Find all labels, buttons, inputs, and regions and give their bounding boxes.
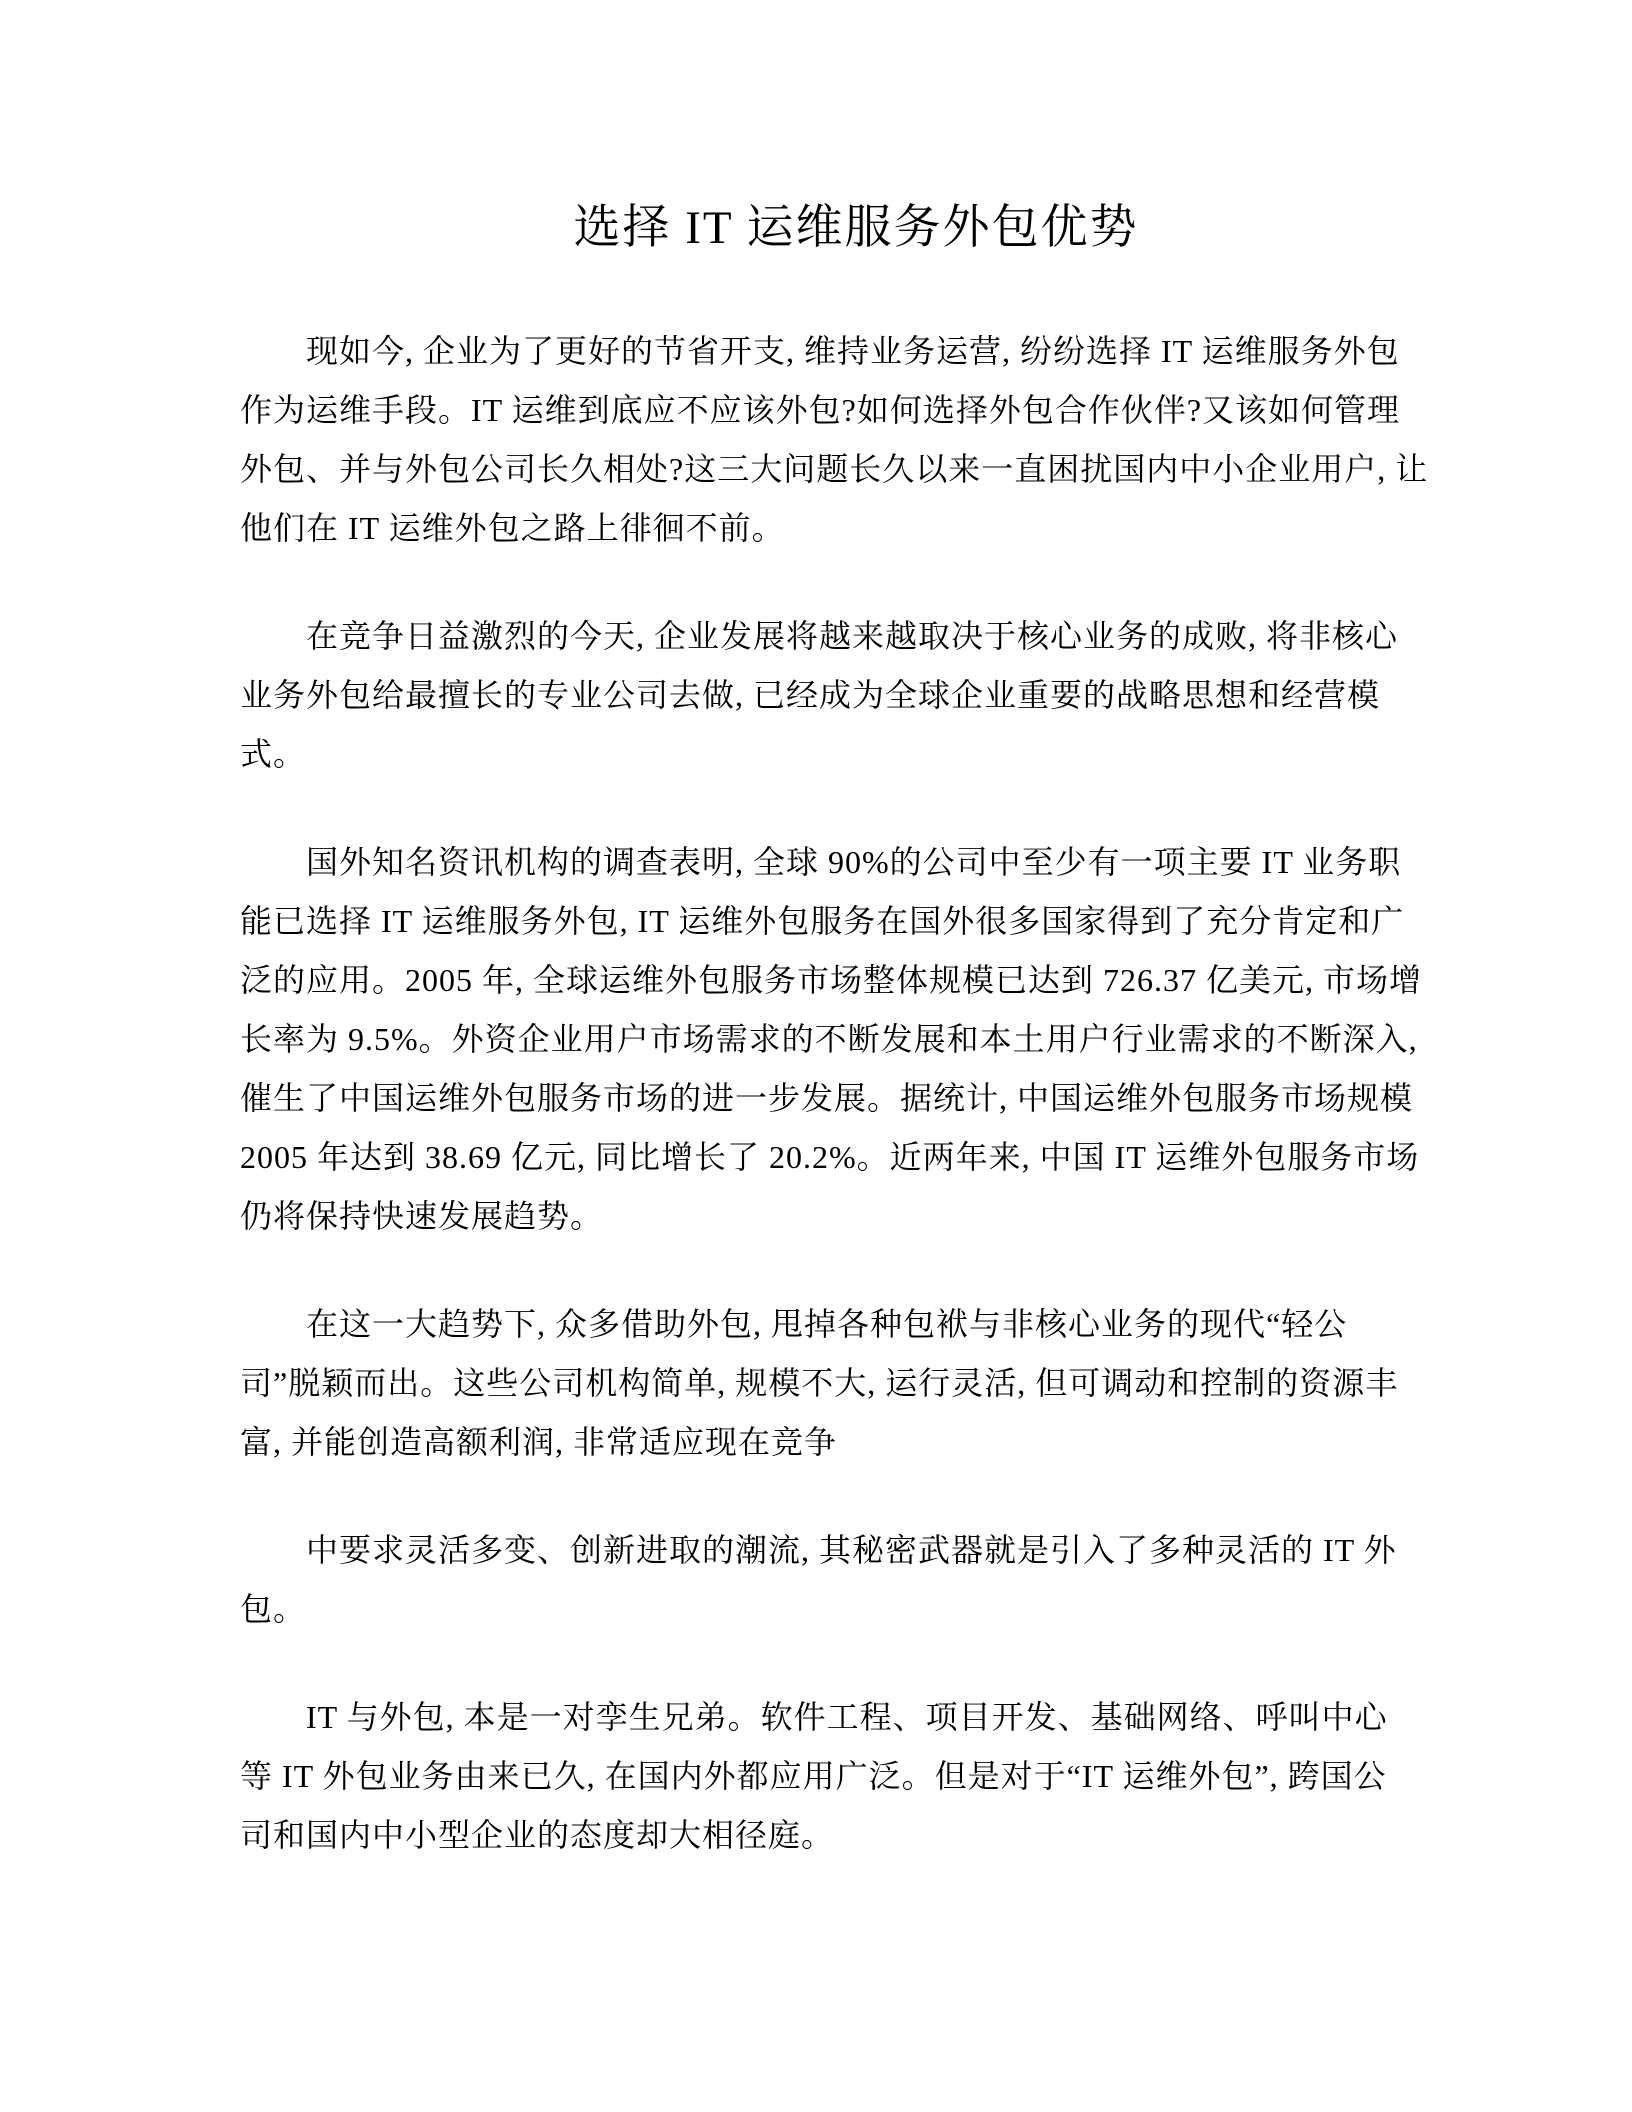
text-line: 催生了中国运维外包服务市场的进一步发展。据统计, 中国运维外包服务市场规模 [240,1080,1414,1116]
text-line: IT 与外包, 本是一对孪生兄弟。软件工程、项目开发、基础网络、呼叫中心 [306,1699,1388,1735]
text-line: 2005 年达到 38.69 亿元, 同比增长了 20.2%。近两年来, 中国 IT 运维外包服务市场 [240,1139,1420,1175]
text-line: 作为运维手段。IT 运维到底应不应该外包?如何选择外包合作伙伴?又该如何管理 [240,392,1401,428]
text-line: 能已选择 IT 运维服务外包, IT 运维外包服务在国外很多国家得到了充分肯定和广 [240,903,1405,939]
text-line: 富, 并能创造高额利润, 非常适应现在竞争 [240,1424,838,1460]
text-line: 在这一大趋势下, 众多借助外包, 甩掉各种包袱与非核心业务的现代“轻公 [306,1306,1348,1342]
text-line: 现如今, 企业为了更好的节省开支, 维持业务运营, 纷纷选择 IT 运维服务外包 [306,333,1400,369]
text-line: 式。 [240,736,307,772]
text-line: 泛的应用。2005 年, 全球运维外包服务市场整体规模已达到 726.37 亿美元, 市场增 [240,962,1423,998]
text-line: 在竞争日益激烈的今天, 企业发展将越来越取决于核心业务的成败, 将非核心 [306,618,1399,654]
paragraph [240,607,1472,784]
paragraph [240,1688,1472,1865]
text-line: 仍将保持快速发展趋势。 [240,1198,604,1234]
document-body [240,322,1472,1865]
paragraph [240,1521,1472,1639]
paragraph [240,833,1472,1246]
text-line: 司和国内中小型企业的态度却大相径庭。 [240,1817,835,1853]
text-line: 中要求灵活多变、创新进取的潮流, 其秘密武器就是引入了多种灵活的 IT 外 [306,1532,1397,1568]
text-line: 包。 [240,1591,307,1627]
text-line: 等 IT 外包业务由来已久, 在国内外都应用广泛。但是对于“IT 运维外包”, 跨国公 [240,1758,1387,1794]
text-line: 国外知名资讯机构的调查表明, 全球 90%的公司中至少有一项主要 IT 业务职 [306,844,1402,880]
text-line: 长率为 9.5%。外资企业用户市场需求的不断发展和本土用户行业需求的不断深入, [240,1021,1418,1057]
text-line: 业务外包给最擅长的专业公司去做, 已经成为全球企业重要的战略思想和经营模 [240,677,1381,713]
text-line: 司”脱颖而出。这些公司机构简单, 规模不大, 运行灵活, 但可调动和控制的资源丰 [240,1365,1399,1401]
paragraph [240,1295,1472,1472]
paragraph [240,322,1472,558]
document-title: 选择 IT 运维服务外包优势 [573,202,1139,254]
text-line: 他们在 IT 运维外包之路上徘徊不前。 [240,510,785,546]
text-line: 外包、并与外包公司长久相处?这三大问题长久以来一直困扰国内中小企业用户, 让 [240,451,1429,487]
